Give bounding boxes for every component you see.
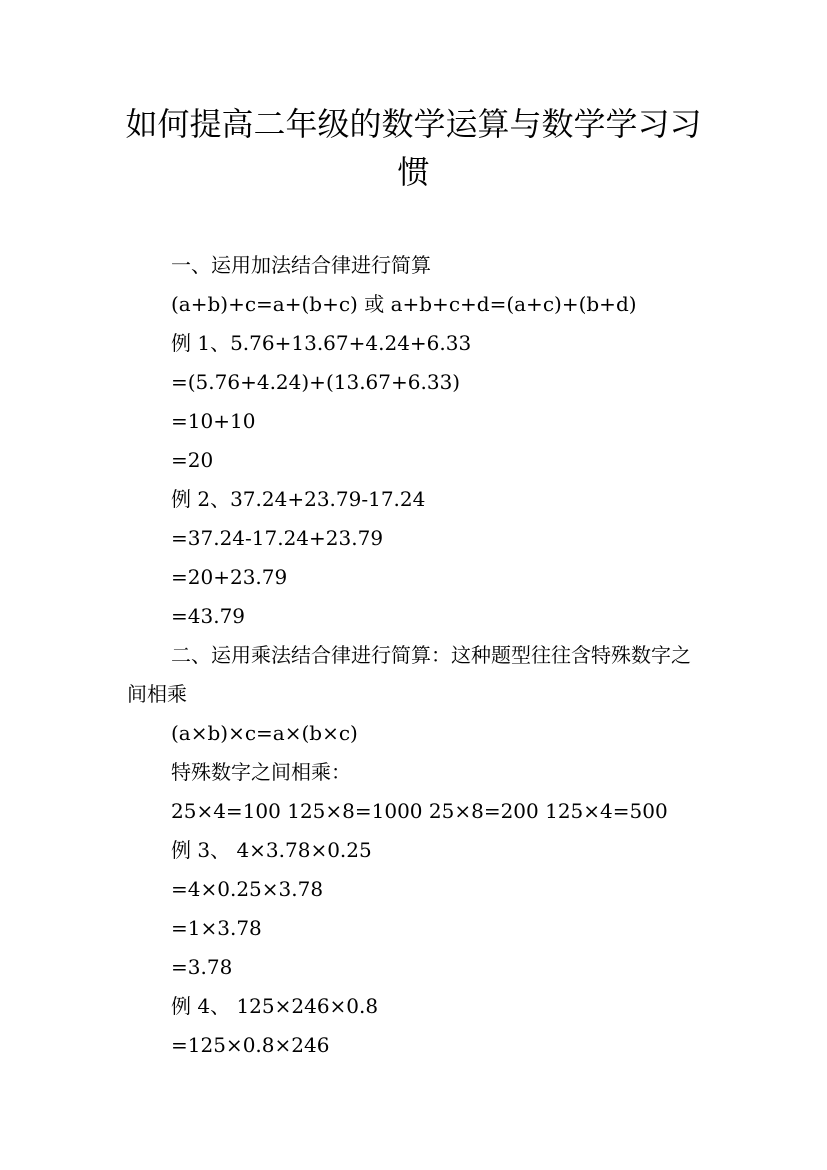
- document-title: [114, 100, 714, 196]
- title-line-1: 如何提高二年级的数学运算与数学学习习: [125, 105, 702, 143]
- special-numbers-label: 特殊数字之间相乘：: [171, 760, 351, 784]
- document-body: [0, 246, 827, 1065]
- calc-line: =20+23.79: [171, 565, 288, 589]
- calc-line: =4×0.25×3.78: [171, 877, 324, 901]
- calc-line: =10+10: [171, 409, 256, 433]
- calc-line: =(5.76+4.24)+(13.67+6.33): [171, 370, 461, 394]
- example-3-line: 例 3、 4×3.78×0.25: [171, 838, 372, 862]
- example-4-line: 例 4、 125×246×0.8: [171, 994, 379, 1018]
- calc-line: =43.79: [171, 604, 246, 628]
- formula-line: (a×b)×c=a×(b×c): [171, 721, 358, 745]
- calc-line: =37.24-17.24+23.79: [171, 526, 384, 550]
- section-2-heading: 二、运用乘法结合律进行简算：这种题型往往含特殊数字之间相乘: [127, 643, 691, 706]
- calc-line: =1×3.78: [171, 916, 262, 940]
- special-numbers-line: 25×4=100 125×8=1000 25×8=200 125×4=500: [171, 799, 668, 823]
- example-1-line: 例 1、5.76+13.67+4.24+6.33: [171, 331, 472, 355]
- example-2-line: 例 2、37.24+23.79-17.24: [171, 487, 426, 511]
- calc-line: =125×0.8×246: [171, 1033, 330, 1057]
- title-line-2: 惯: [397, 153, 430, 191]
- formula-line: (a+b)+c=a+(b+c) 或 a+b+c+d=(a+c)+(b+d): [171, 292, 637, 316]
- calc-line: =3.78: [171, 955, 233, 979]
- section-1-heading: 一、运用加法结合律进行简算: [171, 253, 431, 277]
- calc-line: =20: [171, 448, 214, 472]
